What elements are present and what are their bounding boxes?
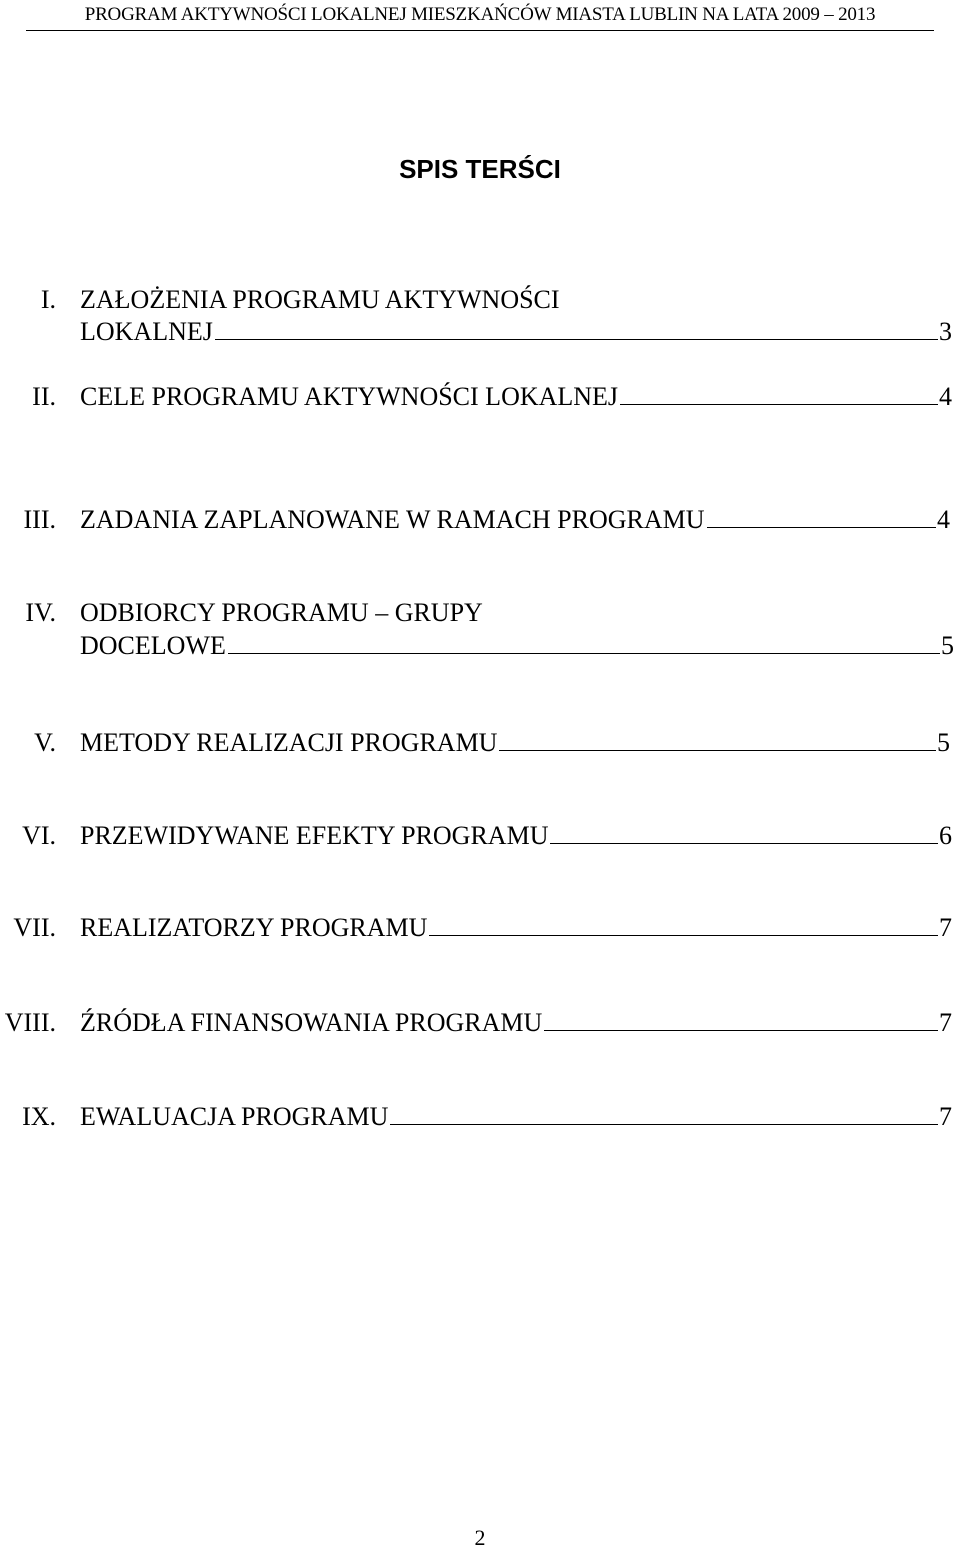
toc-entry-title: LOKALNEJ [80, 317, 213, 346]
toc-entry-page: 7 [939, 913, 952, 942]
toc-leader-line [550, 821, 938, 844]
toc-entry-page: 5 [941, 631, 954, 660]
toc-entry[interactable] [0, 597, 960, 663]
toc-entry-page: 6 [939, 821, 952, 850]
toc-entry[interactable] [0, 820, 960, 854]
toc-entry-number: IV. [25, 598, 56, 627]
toc-entry-number: II. [32, 382, 56, 411]
toc-entry-page: 7 [939, 1008, 952, 1037]
toc-entry-title: ZADANIA ZAPLANOWANE W RAMACH PROGRAMU [80, 505, 705, 534]
toc-leader-line [620, 382, 938, 405]
toc-entry-page: 5 [937, 728, 950, 757]
page-number: 2 [474, 1525, 486, 1550]
toc-leader-line [429, 913, 938, 936]
toc-leader-line [390, 1102, 938, 1125]
toc-entry[interactable] [0, 504, 960, 538]
toc-leader-line [544, 1008, 938, 1031]
toc-entry-title-line1: ODBIORCY PROGRAMU – GRUPY [80, 598, 483, 627]
toc-entry-page: 3 [939, 317, 952, 346]
toc-entry-title-line1: ZAŁOŻENIA PROGRAMU AKTYWNOŚCI [80, 285, 560, 314]
toc-entry-title: METODY REALIZACJI PROGRAMU [80, 728, 498, 757]
header-rule [26, 30, 934, 31]
toc-entry-number: I. [40, 285, 56, 314]
toc-entry-title: PRZEWIDYWANE EFEKTY PROGRAMU [80, 821, 549, 850]
toc-entry-title: EWALUACJA PROGRAMU [80, 1102, 389, 1131]
toc-entry-number: VII. [13, 913, 56, 942]
toc-entry[interactable] [0, 284, 960, 350]
toc-entry-number: VI. [22, 821, 56, 850]
toc-entry-title: DOCELOWE [80, 631, 226, 660]
toc-title: SPIS TERŚCI [399, 154, 561, 184]
toc-entry[interactable] [0, 727, 960, 761]
toc-entry-title: CELE PROGRAMU AKTYWNOŚCI LOKALNEJ [80, 382, 619, 411]
toc-entry-title: ŹRÓDŁA FINANSOWANIA PROGRAMU [80, 1008, 543, 1037]
toc-entry-title: REALIZATORZY PROGRAMU [80, 913, 428, 942]
toc-leader-line [228, 631, 940, 654]
toc-entry-number: IX. [22, 1102, 56, 1131]
toc-entry-number: III. [23, 505, 56, 534]
toc-entry-number: V. [34, 728, 56, 757]
toc-entry-page: 7 [939, 1102, 952, 1131]
toc-entry[interactable] [0, 1101, 960, 1135]
page-header: PROGRAM AKTYWNOŚCI LOKALNEJ MIESZKAŃCÓW MIASTA LUBLIN NA LATA 2009 – 2013 [84, 4, 876, 25]
toc-entry[interactable] [0, 912, 960, 946]
toc-entry[interactable] [0, 1007, 960, 1041]
toc-leader-line [707, 505, 936, 528]
toc-leader-line [499, 728, 936, 751]
toc-entry[interactable] [0, 381, 960, 415]
toc-entry-page: 4 [937, 505, 950, 534]
toc-entry-number: VIII. [4, 1008, 56, 1037]
toc-entry-page: 4 [939, 382, 952, 411]
toc-leader-line [215, 317, 938, 340]
